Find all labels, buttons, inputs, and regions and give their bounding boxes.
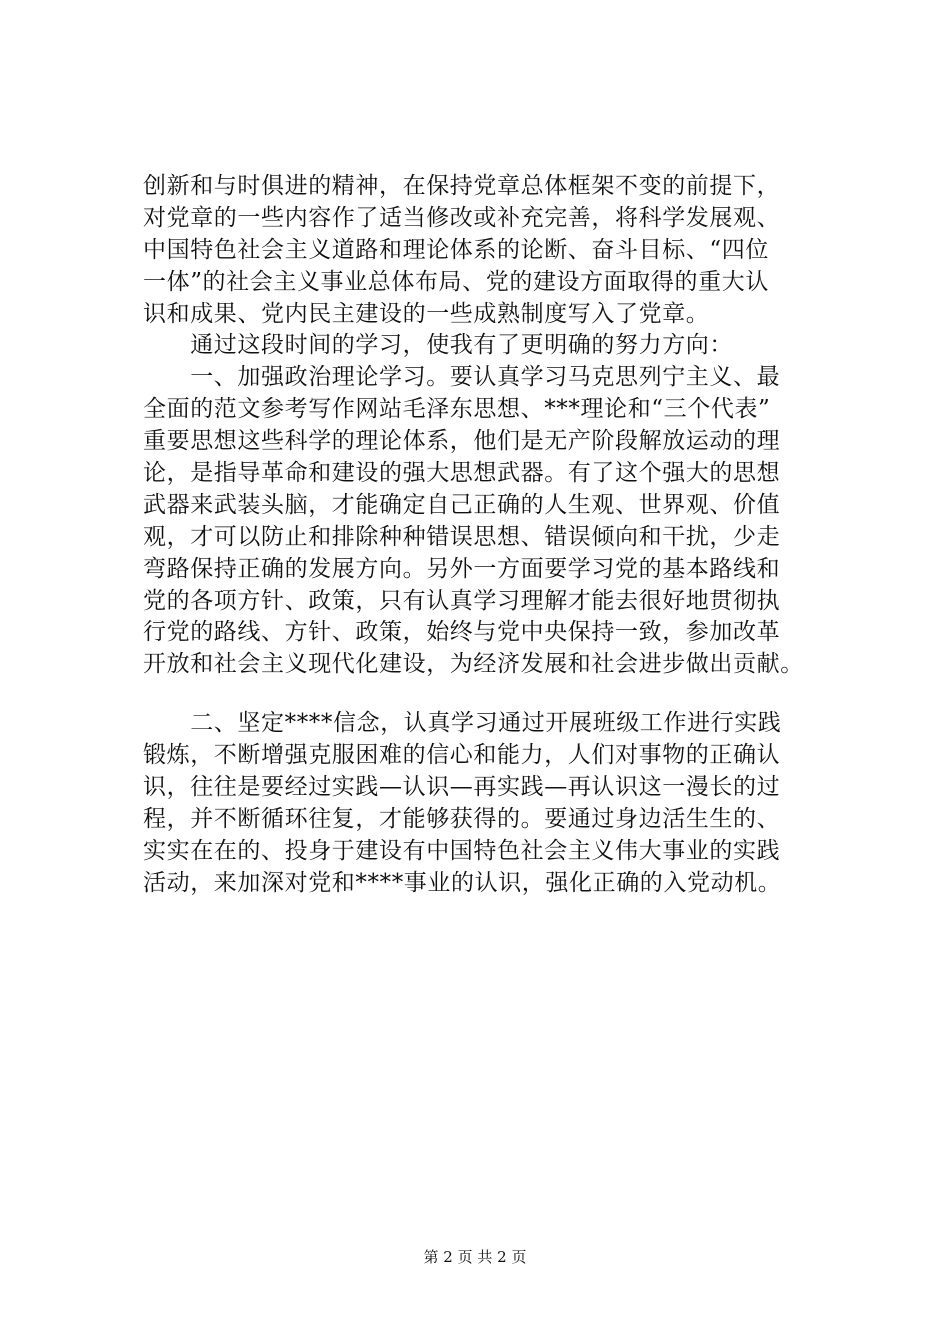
text-line: 对党章的一些内容作了适当修改或补充完善，将科学发展观、 <box>143 204 781 231</box>
text-line: 识，往往是要经过实践—认识—再实践—再认识这一漫长的过 <box>143 774 781 801</box>
text-line: 论，是指导革命和建设的强大思想武器。有了这个强大的思想 <box>143 460 781 487</box>
text-line: 创新和与时俱进的精神，在保持党章总体框架不变的前提下， <box>143 173 781 199</box>
text-line: 通过这段时间的学习，使我有了更明确的努力方向： <box>143 332 733 359</box>
text-line: 行党的路线、方针、政策，始终与党中央保持一致，参加改革 <box>143 619 781 646</box>
text-line: 活动，来加深对党和****事业的认识，强化正确的入党动机。 <box>143 869 782 896</box>
paragraph-block-1 <box>143 171 843 681</box>
text-line: 实实在在的、投身于建设有中国特色社会主义伟大事业的实践 <box>143 837 781 864</box>
text-line: 中国特色社会主义道路和理论体系的论断、奋斗目标、“四位 <box>143 236 769 263</box>
text-line: 识和成果、党内民主建设的一些成熟制度写入了党章。 <box>143 300 710 327</box>
text-line: 开放和社会主义现代化建设，为经济发展和社会进步做出贡献。 <box>143 651 804 678</box>
text-line: 二、坚定****信念，认真学习通过开展班级工作进行实践 <box>143 710 782 737</box>
text-line: 重要思想这些科学的理论体系，他们是无产阶段解放运动的理 <box>143 428 781 455</box>
text-line: 程，并不断循环往复，才能够获得的。要通过身边活生生的、 <box>143 805 781 832</box>
text-line: 锻炼，不断增强克服困难的信心和能力，人们对事物的正确认 <box>143 742 781 769</box>
text-line: 全面的范文参考写作网站毛泽东思想、***理论和“三个代表” <box>143 396 771 423</box>
paragraph-gap <box>143 681 843 708</box>
text-line: 观，才可以防止和排除种种错误思想、错误倾向和干扰，少走 <box>143 523 781 550</box>
page-number-label: 第 2 页 共 2 页 <box>423 1248 527 1266</box>
paragraph-block-2 <box>143 708 843 899</box>
page-footer <box>0 1246 950 1267</box>
text-line: 武器来武装头脑，才能确定自己正确的人生观、世界观、价值 <box>143 491 781 518</box>
text-line: 一、加强政治理论学习。要认真学习马克思列宁主义、最 <box>143 364 781 391</box>
text-line: 党的各项方针、政策，只有认真学习理解才能去很好地贯彻执 <box>143 587 781 614</box>
text-line: 一体”的社会主义事业总体布局、党的建设方面取得的重大认 <box>143 268 769 295</box>
document-body <box>143 171 843 900</box>
text-line: 弯路保持正确的发展方向。另外一方面要学习党的基本路线和 <box>143 555 781 582</box>
